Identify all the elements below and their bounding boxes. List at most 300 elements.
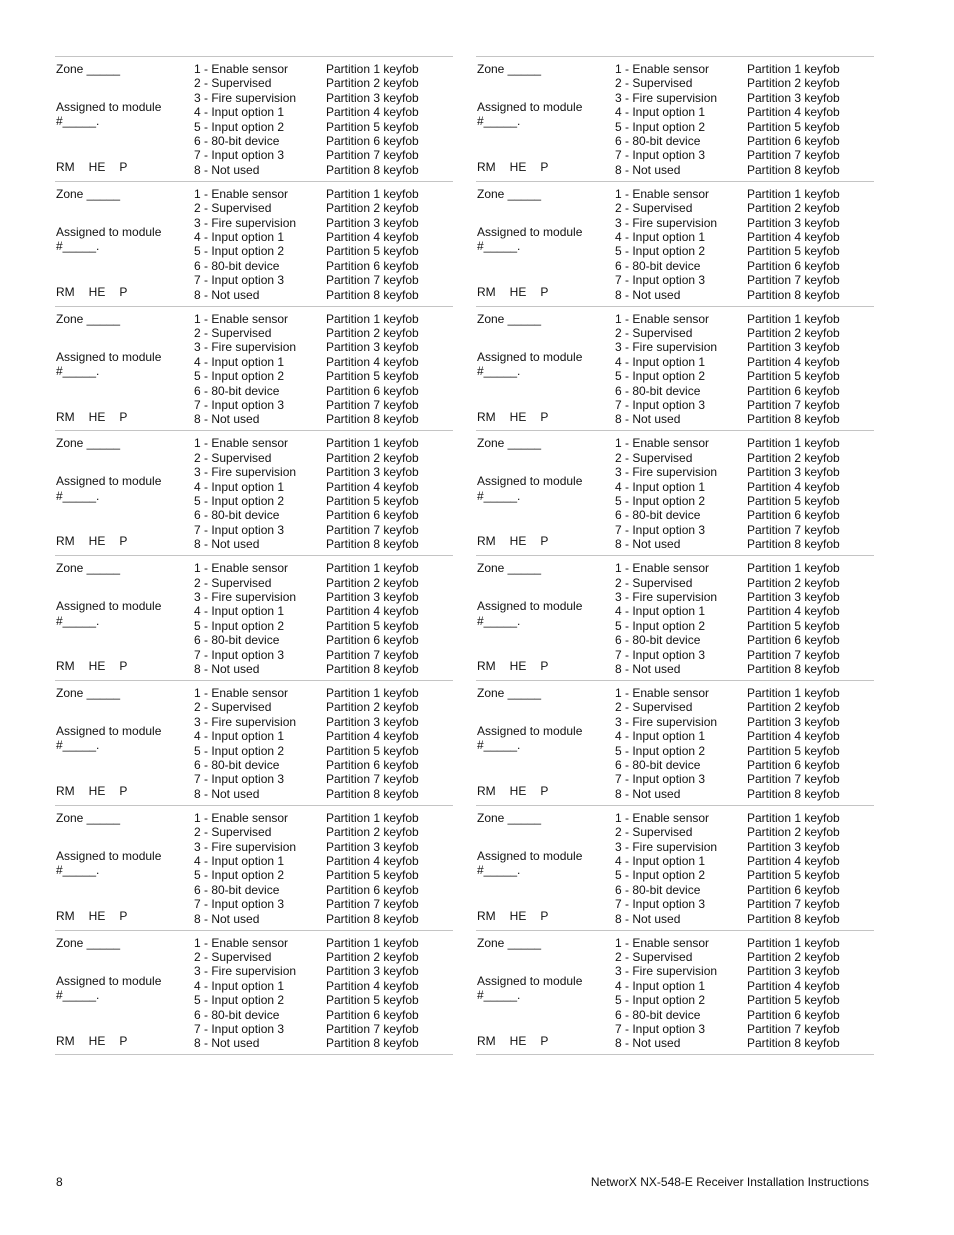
- flag-he[interactable]: HE: [509, 659, 527, 674]
- sensor-option-item[interactable]: 5 - Input option 2: [194, 868, 285, 883]
- partition-keyfob-item[interactable]: Partition 2 keyfob: [747, 950, 840, 964]
- sensor-option-item[interactable]: 1 - Enable sensor: [194, 186, 289, 201]
- flag-rm[interactable]: RM: [477, 284, 496, 299]
- sensor-option-item[interactable]: 1 - Enable sensor: [615, 186, 710, 201]
- sensor-option-item[interactable]: 3 - Fire supervision: [194, 839, 297, 854]
- flag-rm[interactable]: RM: [477, 534, 496, 549]
- sensor-option-item[interactable]: 2 - Supervised: [615, 450, 693, 465]
- sensor-option-item[interactable]: 7 - Input option 3: [615, 398, 706, 413]
- sensor-option-item[interactable]: 8 - Not used: [194, 162, 260, 177]
- partition-keyfob-item[interactable]: Partition 4 keyfob: [326, 978, 419, 993]
- sensor-option-item[interactable]: 7 - Input option 3: [615, 522, 706, 537]
- flag-rm[interactable]: RM: [477, 784, 496, 798]
- partition-keyfob-item[interactable]: Partition 1 keyfob: [326, 561, 419, 576]
- sensor-option-item[interactable]: 6 - 80-bit device: [615, 633, 701, 648]
- flag-he[interactable]: HE: [509, 409, 527, 424]
- partition-keyfob-item[interactable]: Partition 2 keyfob: [747, 575, 840, 590]
- sensor-option-item[interactable]: 3 - Fire supervision: [615, 839, 718, 854]
- sensor-option-item[interactable]: 5 - Input option 2: [194, 743, 285, 758]
- sensor-option-item[interactable]: 8 - Not used: [615, 1036, 681, 1051]
- partition-keyfob-item[interactable]: Partition 1 keyfob: [326, 311, 419, 326]
- flag-he[interactable]: HE: [509, 1033, 527, 1048]
- partition-keyfob-item[interactable]: Partition 3 keyfob: [747, 839, 840, 854]
- partition-keyfob-item[interactable]: Partition 3 keyfob: [326, 90, 419, 105]
- partition-keyfob-item[interactable]: Partition 4 keyfob: [326, 854, 419, 869]
- partition-keyfob-item[interactable]: Partition 5 keyfob: [747, 618, 840, 633]
- sensor-option-item[interactable]: 5 - Input option 2: [615, 618, 706, 633]
- flag-p[interactable]: P: [540, 1033, 549, 1048]
- partition-keyfob-item[interactable]: Partition 5 keyfob: [326, 993, 419, 1008]
- partition-keyfob-item[interactable]: Partition 3 keyfob: [747, 590, 840, 604]
- sensor-option-item[interactable]: 2 - Supervised: [615, 950, 693, 964]
- assigned-module-field[interactable]: [477, 474, 582, 503]
- sensor-option-item[interactable]: 4 - Input option 1: [615, 479, 706, 494]
- sensor-option-item[interactable]: 6 - 80-bit device: [194, 258, 280, 273]
- partition-keyfob-item[interactable]: Partition 4 keyfob: [326, 729, 419, 744]
- partition-keyfob-item[interactable]: Partition 1 keyfob: [747, 62, 840, 76]
- partition-keyfob-item[interactable]: Partition 7 keyfob: [326, 148, 419, 163]
- sensor-option-item[interactable]: 2 - Supervised: [615, 575, 693, 590]
- zone-number-field[interactable]: Zone _____: [477, 311, 542, 326]
- sensor-option-item[interactable]: 5 - Input option 2: [615, 244, 706, 259]
- flag-rm[interactable]: RM: [56, 1033, 75, 1048]
- partition-keyfob-item[interactable]: Partition 3 keyfob: [747, 90, 840, 105]
- flag-p[interactable]: P: [119, 409, 128, 424]
- partition-keyfob-item[interactable]: Partition 3 keyfob: [326, 590, 419, 604]
- sensor-option-item[interactable]: 2 - Supervised: [615, 76, 693, 91]
- sensor-option-item[interactable]: 5 - Input option 2: [615, 119, 706, 134]
- sensor-option-item[interactable]: 7 - Input option 3: [194, 398, 285, 413]
- partition-keyfob-item[interactable]: Partition 2 keyfob: [326, 950, 419, 964]
- sensor-option-item[interactable]: 3 - Fire supervision: [194, 340, 297, 355]
- sensor-option-item[interactable]: 2 - Supervised: [615, 201, 693, 216]
- sensor-option-item[interactable]: 3 - Fire supervision: [615, 714, 718, 729]
- sensor-option-item[interactable]: 5 - Input option 2: [194, 119, 285, 134]
- partition-keyfob-item[interactable]: Partition 3 keyfob: [326, 215, 419, 230]
- zone-number-field[interactable]: Zone _____: [56, 436, 121, 451]
- flag-he[interactable]: HE: [509, 784, 527, 798]
- flag-he[interactable]: HE: [509, 160, 527, 174]
- sensor-option-item[interactable]: 6 - 80-bit device: [615, 758, 701, 773]
- sensor-option-item[interactable]: 3 - Fire supervision: [194, 215, 297, 230]
- sensor-option-item[interactable]: 5 - Input option 2: [615, 868, 706, 883]
- assigned-module-blank[interactable]: #_____.: [56, 364, 100, 378]
- flag-he[interactable]: HE: [509, 284, 527, 299]
- sensor-option-item[interactable]: 7 - Input option 3: [194, 273, 285, 288]
- zone-number-field[interactable]: Zone _____: [477, 186, 542, 201]
- partition-keyfob-item[interactable]: Partition 4 keyfob: [747, 729, 840, 744]
- partition-keyfob-item[interactable]: Partition 4 keyfob: [747, 978, 840, 993]
- sensor-option-item[interactable]: 6 - 80-bit device: [194, 758, 280, 773]
- partition-keyfob-item[interactable]: Partition 7 keyfob: [326, 522, 419, 537]
- partition-keyfob-item[interactable]: Partition 8 keyfob: [747, 911, 840, 926]
- sensor-option-item[interactable]: 7 - Input option 3: [194, 772, 285, 787]
- assigned-module-blank[interactable]: #_____.: [477, 114, 521, 129]
- partition-keyfob-item[interactable]: Partition 1 keyfob: [326, 686, 419, 700]
- sensor-option-item[interactable]: 5 - Input option 2: [194, 618, 285, 633]
- flag-rm[interactable]: RM: [56, 659, 75, 674]
- partition-keyfob-item[interactable]: Partition 2 keyfob: [326, 825, 419, 840]
- assigned-module-field[interactable]: [477, 350, 582, 379]
- flag-rm[interactable]: RM: [477, 659, 496, 674]
- flag-p[interactable]: P: [540, 784, 549, 798]
- sensor-option-item[interactable]: 1 - Enable sensor: [194, 311, 289, 326]
- sensor-option-item[interactable]: 4 - Input option 1: [615, 978, 706, 993]
- partition-keyfob-item[interactable]: Partition 7 keyfob: [747, 273, 840, 288]
- sensor-option-item[interactable]: 1 - Enable sensor: [615, 436, 710, 451]
- sensor-option-item[interactable]: 4 - Input option 1: [194, 604, 285, 619]
- partition-keyfob-item[interactable]: Partition 3 keyfob: [747, 714, 840, 729]
- partition-keyfob-item[interactable]: Partition 5 keyfob: [326, 494, 419, 509]
- zone-number-field[interactable]: Zone _____: [56, 810, 121, 825]
- sensor-option-item[interactable]: 6 - 80-bit device: [194, 508, 280, 523]
- zone-number-field[interactable]: Zone _____: [56, 935, 121, 950]
- zone-number-field[interactable]: Zone _____: [477, 686, 542, 700]
- zone-number-field[interactable]: Zone _____: [56, 311, 121, 326]
- sensor-option-item[interactable]: 2 - Supervised: [615, 825, 693, 840]
- assigned-module-blank[interactable]: #_____.: [56, 863, 100, 878]
- zone-number-field[interactable]: Zone _____: [477, 436, 542, 451]
- partition-keyfob-item[interactable]: Partition 3 keyfob: [326, 964, 419, 979]
- assigned-module-blank[interactable]: #_____.: [56, 488, 100, 503]
- flag-p[interactable]: P: [119, 284, 128, 299]
- sensor-option-item[interactable]: 6 - 80-bit device: [194, 383, 280, 398]
- sensor-option-item[interactable]: 4 - Input option 1: [615, 729, 706, 744]
- partition-keyfob-item[interactable]: Partition 3 keyfob: [326, 839, 419, 854]
- partition-keyfob-item[interactable]: Partition 4 keyfob: [326, 230, 419, 245]
- sensor-option-item[interactable]: 4 - Input option 1: [194, 854, 285, 869]
- assigned-module-field[interactable]: [56, 474, 161, 503]
- flag-rm[interactable]: RM: [477, 1033, 496, 1048]
- partition-keyfob-item[interactable]: Partition 4 keyfob: [747, 230, 840, 245]
- sensor-option-item[interactable]: 6 - 80-bit device: [615, 383, 701, 398]
- assigned-module-blank[interactable]: #_____.: [56, 239, 100, 254]
- partition-keyfob-item[interactable]: Partition 6 keyfob: [326, 758, 419, 773]
- sensor-option-item[interactable]: 4 - Input option 1: [615, 854, 706, 869]
- sensor-option-item[interactable]: 4 - Input option 1: [615, 354, 706, 369]
- sensor-option-item[interactable]: 2 - Supervised: [194, 450, 272, 465]
- assigned-module-field[interactable]: [477, 849, 582, 878]
- sensor-option-item[interactable]: 6 - 80-bit device: [615, 1007, 701, 1022]
- partition-keyfob-item[interactable]: Partition 8 keyfob: [326, 662, 419, 677]
- sensor-option-item[interactable]: 8 - Not used: [194, 412, 260, 427]
- sensor-option-item[interactable]: 3 - Fire supervision: [615, 215, 718, 230]
- sensor-option-item[interactable]: 4 - Input option 1: [615, 230, 706, 245]
- sensor-option-item[interactable]: 6 - 80-bit device: [615, 258, 701, 273]
- assigned-module-field[interactable]: [56, 225, 161, 254]
- partition-keyfob-item[interactable]: Partition 4 keyfob: [326, 105, 419, 120]
- flag-p[interactable]: P: [119, 160, 128, 174]
- partition-keyfob-item[interactable]: Partition 2 keyfob: [747, 201, 840, 216]
- partition-keyfob-item[interactable]: Partition 4 keyfob: [326, 604, 419, 619]
- sensor-option-item[interactable]: 5 - Input option 2: [615, 494, 706, 509]
- sensor-option-item[interactable]: 3 - Fire supervision: [615, 465, 718, 480]
- sensor-option-item[interactable]: 1 - Enable sensor: [194, 686, 289, 700]
- partition-keyfob-item[interactable]: Partition 4 keyfob: [326, 479, 419, 494]
- partition-keyfob-item[interactable]: Partition 5 keyfob: [326, 743, 419, 758]
- partition-keyfob-item[interactable]: Partition 7 keyfob: [326, 1022, 419, 1037]
- sensor-option-item[interactable]: 7 - Input option 3: [194, 148, 285, 163]
- partition-keyfob-item[interactable]: Partition 4 keyfob: [326, 354, 419, 369]
- partition-keyfob-item[interactable]: Partition 1 keyfob: [326, 62, 419, 76]
- sensor-option-item[interactable]: 3 - Fire supervision: [194, 465, 297, 480]
- partition-keyfob-item[interactable]: Partition 5 keyfob: [747, 993, 840, 1008]
- sensor-option-item[interactable]: 2 - Supervised: [194, 825, 272, 840]
- sensor-option-item[interactable]: 5 - Input option 2: [194, 494, 285, 509]
- flag-he[interactable]: HE: [88, 784, 106, 798]
- flag-he[interactable]: HE: [88, 908, 106, 923]
- sensor-option-item[interactable]: 6 - 80-bit device: [194, 882, 280, 897]
- assigned-module-field[interactable]: [56, 974, 161, 1003]
- flag-rm[interactable]: RM: [477, 160, 496, 174]
- sensor-option-item[interactable]: 3 - Fire supervision: [194, 590, 297, 604]
- partition-keyfob-item[interactable]: Partition 5 keyfob: [326, 369, 419, 384]
- sensor-option-item[interactable]: 8 - Not used: [615, 287, 681, 302]
- sensor-option-item[interactable]: 6 - 80-bit device: [194, 134, 280, 149]
- zone-number-field[interactable]: Zone _____: [477, 62, 542, 76]
- assigned-module-field[interactable]: [56, 599, 161, 628]
- zone-number-field[interactable]: Zone _____: [477, 810, 542, 825]
- assigned-module-field[interactable]: [56, 100, 161, 129]
- partition-keyfob-item[interactable]: Partition 1 keyfob: [326, 810, 419, 825]
- sensor-option-item[interactable]: 2 - Supervised: [194, 575, 272, 590]
- partition-keyfob-item[interactable]: Partition 1 keyfob: [747, 810, 840, 825]
- partition-keyfob-item[interactable]: Partition 2 keyfob: [326, 450, 419, 465]
- sensor-option-item[interactable]: 1 - Enable sensor: [615, 686, 710, 700]
- sensor-option-item[interactable]: 8 - Not used: [615, 911, 681, 926]
- partition-keyfob-item[interactable]: Partition 2 keyfob: [326, 575, 419, 590]
- flag-he[interactable]: HE: [88, 160, 106, 174]
- partition-keyfob-item[interactable]: Partition 6 keyfob: [747, 882, 840, 897]
- sensor-option-item[interactable]: 3 - Fire supervision: [615, 964, 718, 979]
- partition-keyfob-item[interactable]: Partition 5 keyfob: [747, 244, 840, 259]
- sensor-option-item[interactable]: 4 - Input option 1: [194, 230, 285, 245]
- flag-p[interactable]: P: [119, 659, 128, 674]
- partition-keyfob-item[interactable]: Partition 8 keyfob: [326, 287, 419, 302]
- partition-keyfob-item[interactable]: Partition 5 keyfob: [326, 868, 419, 883]
- partition-keyfob-item[interactable]: Partition 6 keyfob: [747, 1007, 840, 1022]
- flag-p[interactable]: P: [540, 908, 549, 923]
- flag-p[interactable]: P: [540, 534, 549, 549]
- sensor-option-item[interactable]: 1 - Enable sensor: [615, 810, 710, 825]
- assigned-module-field[interactable]: [477, 100, 582, 129]
- sensor-option-item[interactable]: 1 - Enable sensor: [615, 311, 710, 326]
- partition-keyfob-item[interactable]: Partition 8 keyfob: [326, 162, 419, 177]
- partition-keyfob-item[interactable]: Partition 6 keyfob: [747, 633, 840, 648]
- sensor-option-item[interactable]: 1 - Enable sensor: [615, 935, 710, 950]
- assigned-module-blank[interactable]: #_____.: [56, 738, 100, 753]
- assigned-module-blank[interactable]: #_____.: [56, 988, 100, 1002]
- partition-keyfob-item[interactable]: Partition 3 keyfob: [326, 465, 419, 480]
- flag-rm[interactable]: RM: [477, 409, 496, 424]
- partition-keyfob-item[interactable]: Partition 1 keyfob: [747, 186, 840, 201]
- partition-keyfob-item[interactable]: Partition 6 keyfob: [326, 633, 419, 648]
- flag-p[interactable]: P: [540, 659, 549, 674]
- assigned-module-field[interactable]: [477, 724, 582, 753]
- flag-p[interactable]: P: [119, 908, 128, 923]
- sensor-option-item[interactable]: 8 - Not used: [194, 287, 260, 302]
- sensor-option-item[interactable]: 3 - Fire supervision: [615, 340, 718, 355]
- zone-number-field[interactable]: Zone _____: [56, 62, 121, 76]
- zone-number-field[interactable]: Zone _____: [56, 686, 121, 700]
- sensor-option-item[interactable]: 7 - Input option 3: [194, 647, 285, 662]
- partition-keyfob-item[interactable]: Partition 8 keyfob: [747, 287, 840, 302]
- sensor-option-item[interactable]: 5 - Input option 2: [194, 993, 285, 1008]
- flag-p[interactable]: P: [119, 784, 128, 798]
- flag-rm[interactable]: RM: [56, 160, 75, 174]
- partition-keyfob-item[interactable]: Partition 2 keyfob: [326, 326, 419, 340]
- sensor-option-item[interactable]: 3 - Fire supervision: [615, 90, 718, 105]
- partition-keyfob-item[interactable]: Partition 1 keyfob: [747, 436, 840, 451]
- flag-he[interactable]: HE: [509, 534, 527, 549]
- partition-keyfob-item[interactable]: Partition 8 keyfob: [326, 537, 419, 552]
- zone-number-field[interactable]: Zone _____: [477, 935, 542, 950]
- partition-keyfob-item[interactable]: Partition 6 keyfob: [326, 508, 419, 523]
- partition-keyfob-item[interactable]: Partition 6 keyfob: [747, 134, 840, 149]
- assigned-module-blank[interactable]: #_____.: [477, 239, 521, 254]
- partition-keyfob-item[interactable]: Partition 6 keyfob: [326, 1007, 419, 1022]
- partition-keyfob-item[interactable]: Partition 8 keyfob: [747, 1036, 840, 1051]
- partition-keyfob-item[interactable]: Partition 1 keyfob: [326, 436, 419, 451]
- assigned-module-blank[interactable]: #_____.: [56, 613, 100, 628]
- partition-keyfob-item[interactable]: Partition 5 keyfob: [747, 369, 840, 384]
- flag-rm[interactable]: RM: [56, 284, 75, 299]
- sensor-option-item[interactable]: 6 - 80-bit device: [194, 1007, 280, 1022]
- sensor-option-item[interactable]: 1 - Enable sensor: [194, 810, 289, 825]
- partition-keyfob-item[interactable]: Partition 5 keyfob: [326, 618, 419, 633]
- partition-keyfob-item[interactable]: Partition 8 keyfob: [326, 412, 419, 427]
- assigned-module-blank[interactable]: #_____.: [477, 488, 521, 503]
- partition-keyfob-item[interactable]: Partition 5 keyfob: [747, 494, 840, 509]
- sensor-option-item[interactable]: 8 - Not used: [615, 412, 681, 427]
- partition-keyfob-item[interactable]: Partition 2 keyfob: [747, 326, 840, 340]
- flag-p[interactable]: P: [540, 409, 549, 424]
- partition-keyfob-item[interactable]: Partition 8 keyfob: [747, 662, 840, 677]
- partition-keyfob-item[interactable]: Partition 7 keyfob: [747, 398, 840, 413]
- sensor-option-item[interactable]: 2 - Supervised: [194, 950, 272, 964]
- sensor-option-item[interactable]: 8 - Not used: [615, 786, 681, 801]
- sensor-option-item[interactable]: 4 - Input option 1: [194, 354, 285, 369]
- sensor-option-item[interactable]: 7 - Input option 3: [615, 897, 706, 912]
- sensor-option-item[interactable]: 7 - Input option 3: [615, 148, 706, 163]
- partition-keyfob-item[interactable]: Partition 8 keyfob: [747, 412, 840, 427]
- sensor-option-item[interactable]: 4 - Input option 1: [194, 479, 285, 494]
- partition-keyfob-item[interactable]: Partition 2 keyfob: [747, 825, 840, 840]
- partition-keyfob-item[interactable]: Partition 3 keyfob: [747, 215, 840, 230]
- partition-keyfob-item[interactable]: Partition 6 keyfob: [747, 383, 840, 398]
- partition-keyfob-item[interactable]: Partition 2 keyfob: [326, 76, 419, 91]
- sensor-option-item[interactable]: 3 - Fire supervision: [194, 964, 297, 979]
- assigned-module-field[interactable]: [56, 849, 161, 878]
- flag-he[interactable]: HE: [88, 409, 106, 424]
- partition-keyfob-item[interactable]: Partition 7 keyfob: [747, 647, 840, 662]
- sensor-option-item[interactable]: 7 - Input option 3: [615, 1022, 706, 1037]
- sensor-option-item[interactable]: 1 - Enable sensor: [194, 62, 289, 76]
- partition-keyfob-item[interactable]: Partition 6 keyfob: [326, 882, 419, 897]
- partition-keyfob-item[interactable]: Partition 3 keyfob: [747, 964, 840, 979]
- sensor-option-item[interactable]: 8 - Not used: [194, 537, 260, 552]
- sensor-option-item[interactable]: 8 - Not used: [615, 162, 681, 177]
- flag-p[interactable]: P: [119, 1033, 128, 1048]
- sensor-option-item[interactable]: 4 - Input option 1: [194, 105, 285, 120]
- partition-keyfob-item[interactable]: Partition 6 keyfob: [326, 383, 419, 398]
- flag-he[interactable]: HE: [88, 534, 106, 549]
- sensor-option-item[interactable]: 7 - Input option 3: [194, 897, 285, 912]
- sensor-option-item[interactable]: 1 - Enable sensor: [194, 935, 289, 950]
- flag-p[interactable]: P: [540, 160, 549, 174]
- flag-he[interactable]: HE: [88, 1033, 106, 1048]
- partition-keyfob-item[interactable]: Partition 4 keyfob: [747, 854, 840, 869]
- partition-keyfob-item[interactable]: Partition 8 keyfob: [326, 786, 419, 801]
- sensor-option-item[interactable]: 2 - Supervised: [615, 700, 693, 715]
- assigned-module-field[interactable]: [56, 724, 161, 753]
- sensor-option-item[interactable]: 2 - Supervised: [194, 326, 272, 340]
- sensor-option-item[interactable]: 8 - Not used: [194, 786, 260, 801]
- partition-keyfob-item[interactable]: Partition 8 keyfob: [326, 911, 419, 926]
- assigned-module-blank[interactable]: #_____.: [477, 988, 521, 1002]
- partition-keyfob-item[interactable]: Partition 5 keyfob: [326, 244, 419, 259]
- sensor-option-item[interactable]: 7 - Input option 3: [194, 522, 285, 537]
- partition-keyfob-item[interactable]: Partition 7 keyfob: [326, 398, 419, 413]
- zone-number-field[interactable]: Zone _____: [477, 561, 542, 576]
- flag-p[interactable]: P: [119, 534, 128, 549]
- assigned-module-blank[interactable]: #_____.: [477, 364, 521, 378]
- assigned-module-field[interactable]: [56, 350, 161, 379]
- sensor-option-item[interactable]: 8 - Not used: [194, 662, 260, 677]
- flag-p[interactable]: P: [540, 284, 549, 299]
- partition-keyfob-item[interactable]: Partition 8 keyfob: [326, 1036, 419, 1051]
- partition-keyfob-item[interactable]: Partition 8 keyfob: [747, 162, 840, 177]
- partition-keyfob-item[interactable]: Partition 4 keyfob: [747, 105, 840, 120]
- partition-keyfob-item[interactable]: Partition 5 keyfob: [747, 743, 840, 758]
- flag-rm[interactable]: RM: [56, 534, 75, 549]
- sensor-option-item[interactable]: 3 - Fire supervision: [194, 90, 297, 105]
- assigned-module-blank[interactable]: #_____.: [56, 114, 100, 129]
- partition-keyfob-item[interactable]: Partition 6 keyfob: [747, 508, 840, 523]
- partition-keyfob-item[interactable]: Partition 1 keyfob: [747, 311, 840, 326]
- assigned-module-field[interactable]: [477, 974, 582, 1003]
- partition-keyfob-item[interactable]: Partition 3 keyfob: [747, 465, 840, 480]
- partition-keyfob-item[interactable]: Partition 3 keyfob: [326, 340, 419, 355]
- zone-number-field[interactable]: Zone _____: [56, 561, 121, 576]
- partition-keyfob-item[interactable]: Partition 6 keyfob: [326, 134, 419, 149]
- assigned-module-field[interactable]: [477, 225, 582, 254]
- partition-keyfob-item[interactable]: Partition 2 keyfob: [747, 76, 840, 91]
- sensor-option-item[interactable]: 3 - Fire supervision: [194, 714, 297, 729]
- partition-keyfob-item[interactable]: Partition 8 keyfob: [747, 537, 840, 552]
- sensor-option-item[interactable]: 5 - Input option 2: [194, 369, 285, 384]
- partition-keyfob-item[interactable]: Partition 7 keyfob: [747, 1022, 840, 1037]
- partition-keyfob-item[interactable]: Partition 7 keyfob: [747, 897, 840, 912]
- sensor-option-item[interactable]: 1 - Enable sensor: [194, 436, 289, 451]
- sensor-option-item[interactable]: 7 - Input option 3: [615, 273, 706, 288]
- partition-keyfob-item[interactable]: Partition 7 keyfob: [326, 897, 419, 912]
- partition-keyfob-item[interactable]: Partition 7 keyfob: [747, 522, 840, 537]
- partition-keyfob-item[interactable]: Partition 2 keyfob: [747, 700, 840, 715]
- sensor-option-item[interactable]: 8 - Not used: [194, 911, 260, 926]
- sensor-option-item[interactable]: 8 - Not used: [194, 1036, 260, 1051]
- partition-keyfob-item[interactable]: Partition 7 keyfob: [747, 772, 840, 787]
- sensor-option-item[interactable]: 2 - Supervised: [194, 201, 272, 216]
- partition-keyfob-item[interactable]: Partition 1 keyfob: [747, 686, 840, 700]
- partition-keyfob-item[interactable]: Partition 5 keyfob: [747, 119, 840, 134]
- sensor-option-item[interactable]: 8 - Not used: [615, 662, 681, 677]
- flag-rm[interactable]: RM: [56, 784, 75, 798]
- assigned-module-blank[interactable]: #_____.: [477, 613, 521, 628]
- partition-keyfob-item[interactable]: Partition 2 keyfob: [747, 450, 840, 465]
- partition-keyfob-item[interactable]: Partition 4 keyfob: [747, 604, 840, 619]
- assigned-module-field[interactable]: [477, 599, 582, 628]
